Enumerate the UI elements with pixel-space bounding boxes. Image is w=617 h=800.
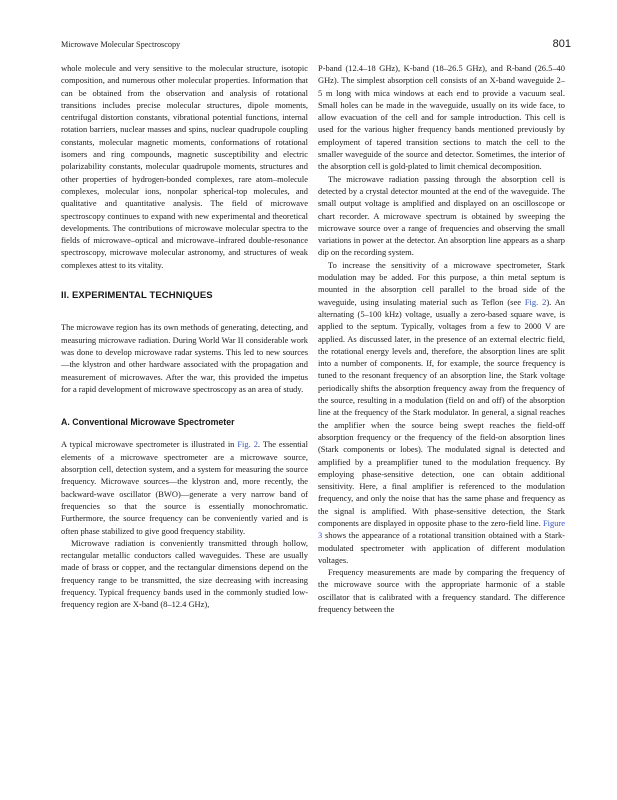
paragraph-frequency-bands: P-band (12.4–18 GHz), K-band (18–26.5 GHz), and R-band (26.5–40 GHz). The simplest absorption cell consists of an X-band waveguide 2–5 m long with mica windows at each end to provide a vacuum seal. Small holes can be made in the waveguide, usually on its wide face, to allow evacuation of the cell and for sample introduction. This cell is used for the various higher frequency bands mentioned previously by employment of tapered transition sections to match the cell to the smaller waveguide of the source and detector. Sometimes, the interior of the absorption cell is gold-plated to limit chemical decomposition.	[318, 63, 565, 172]
text-run: shows the appearance of a rotational transition obtained with a Stark-modulated spectrometer with application of different modulation voltages.	[318, 530, 565, 565]
subsection-heading-conventional-spectrometer: A. Conventional Microwave Spectrometer	[61, 417, 235, 428]
paragraph-spectrometer-elements	[61, 438, 308, 536]
page-number: 801	[552, 38, 571, 50]
text-run: ). An alternating (5–100 kHz) voltage, usually a zero-based square wave, is applied to the septum. Typically, voltages from a few to 2000 V are applied. As discussed later, in the presence of an external electric field, the rotational energy levels and, therefore, the absorption lines are split into a number of components. If, for example, the source frequency is tuned to the resonant frequency of an absorption line, the Stark voltage periodically shifts the absorption frequency away from the frequency of the source, resulting in a modulation (field on and off) of the absorption line at the frequency of the Stark modulator. In general, a signal reaches the amplifier when the source being swept reaches the field-off absorption frequency or the frequency of the field-on absorption lines (Stark components or lobes). The modulated signal is detected and amplified by a preamplifier tuned to the modulation frequency. By employing phase-sensitive detection, one can obtain additional sensitivity. Here, a final amplifier is referenced to the modulation frequency, and only the noise that has the same phase and frequency as the signal is amplified. With phase-sensitive detection, the Stark components are displayed in opposite phase to the zero-field line.	[318, 296, 566, 528]
text-run: To increase the sensitivity of a microwave spectrometer, Stark modulation may be added. For this purpose, a thin metal septum is mounted in the absorption cell parallel to the broad side of the waveguide, using insulating material such as Teflon (see	[318, 259, 565, 307]
paragraph-intro-continued: whole molecule and very sensitive to the molecular structure, isotopic composition, and numerous other molecular properties. Information that can be obtained from the observation and analysis of rotational transitions includes precise molecular structures, dipole moments, centrifugal distortion constants, vibrational potential functions, internal rotation barriers, nuclear masses and spins, nuclear quadrupole coupling constants, molecular magnetic moments, conformations of rotational isomers and ring compounds, magnetic susceptibility and electric polarizability constants, molecular quadrupole moments, structures and other properties of hydrogen-bonded complexes, rare atom–molecule complexes, molecular ions, nonpolar spherical-top molecules, and qualitative and quantitative analysis. The field of microwave spectroscopy continues to expand with new experimental and theoretical developments. The contributions of microwave molecular spectra to the fields of microwave–optical and microwave–infrared double-resonance spectroscopy, microwave molecular astronomy, and structures of weak complexes attest to its vitality.	[61, 63, 308, 270]
figure-2-link[interactable]: Fig. 2	[237, 439, 258, 450]
paragraph-waveguides: Microwave radiation is conveniently transmitted through hollow, rectangular metallic conductors called waveguides. These are usually made of brass or copper, and the rectangular dimensions depend on the frequency range to be transmitted, the size decreasing with increasing frequency. Typical frequency bands used in the commonly studied low-frequency region are X-band (8–12.4 GHz),	[61, 537, 308, 610]
text-run: A typical microwave spectrometer is illustrated in	[61, 439, 238, 450]
left-column	[61, 62, 308, 611]
running-title: Microwave Molecular Spectroscopy	[61, 40, 181, 49]
figure-2-link[interactable]: Fig. 2	[524, 296, 547, 307]
paragraph-stark-modulation	[318, 259, 565, 566]
right-column	[318, 62, 565, 615]
text-run: . The essential elements of a microwave spectrometer are a microwave source, absorption cell, detection system, and a system for measuring the source frequency. Microwave sources—the klystron and, more recently, the backward-wave oscillator (BWO)—generate a very narrow band of frequencies so that the source is essentially monochromatic. Furthermore, the source frequency can be conveniently varied and is often phase stabilized to give good frequency stability.	[61, 439, 308, 536]
figure-3-link[interactable]: Figure 3	[318, 517, 565, 541]
section-heading-experimental-techniques: II. EXPERIMENTAL TECHNIQUES	[61, 290, 213, 302]
paragraph-frequency-measurements: Frequency measurements are made by comparing the frequency of the microwave source with the appropriate harmonic of a stable oscillator that is calibrated with a frequency standard. The difference frequency between the	[318, 567, 565, 615]
paragraph-detection: The microwave radiation passing through the absorption cell is detected by a crystal detector mounted at the end of the waveguide. The small output voltage is amplified and displayed on an oscilloscope or chart recorder. A microwave spectrum is obtained by sweeping the microwave source over a range of frequencies and observing the small variations in power at the detector. An absorption line appears as a sharp dip on the recording system.	[318, 173, 565, 258]
paragraph-experimental-intro: The microwave region has its own methods of generating, detecting, and measuring microwave radiation. During World War II considerable work was done to develop microwave radar systems. This led to new sources—the klystron and other hardware associated with the propagation and measurement of microwaves. After the war, this provided the impetus for a rapid development of microwave spectroscopy as an area of study.	[61, 322, 308, 394]
